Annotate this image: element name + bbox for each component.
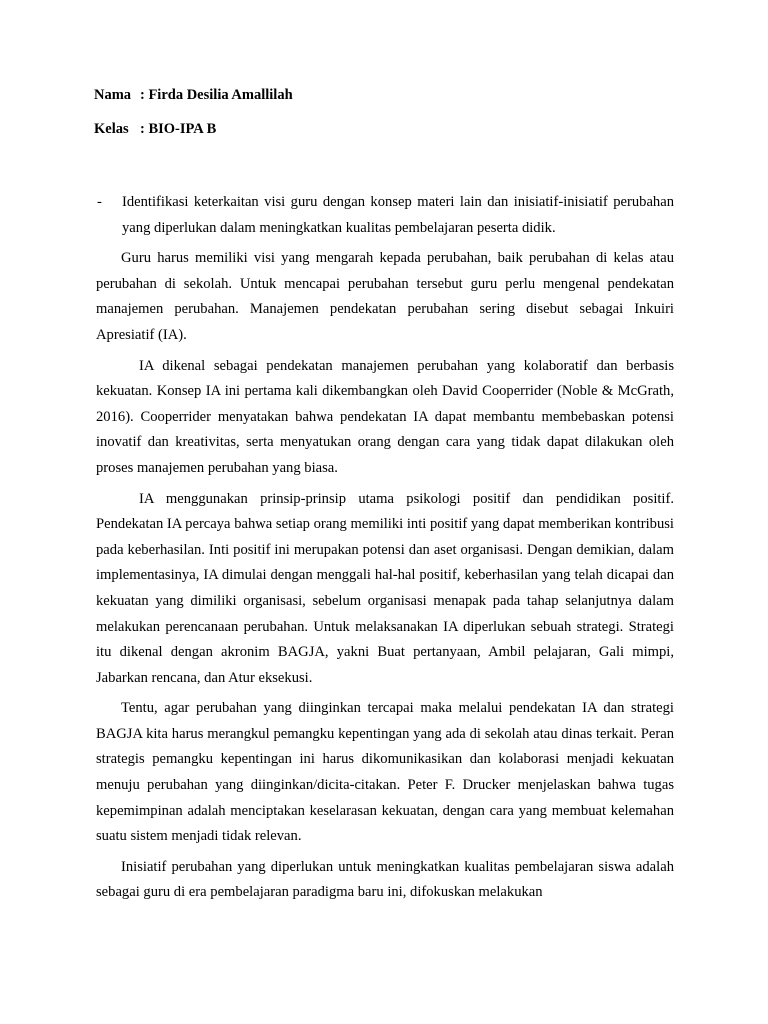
paragraph: IA dikenal sebagai pendekatan manajemen perubahan yang kolaboratif dan berbasis kekuatan. Konsep IA ini pertama kali dikembangkan oleh David Cooperrider (Noble & McGrath, 2016). Cooperrider menyatakan bahwa pendekatan IA dapat membantu membebaskan potensi inovatif dan kreativitas, serta menyatukan orang dengan cara yang tidak dapat dilakukan oleh proses manajemen perubahan yang biasa. [96,357,674,476]
name-value: : Firda Desilia Amallilah [140,87,293,103]
name-label: Nama [94,87,132,103]
bullet-marker: - [97,194,102,210]
paragraph: Guru harus memiliki visi yang mengarah kepada perubahan, baik perubahan di kelas atau perubahan di sekolah. Untuk mencapai perubahan tersebut guru perlu mengenal pendekatan manajemen perubahan. Manajemen pendekatan perubahan sering disebut sebagai Inkuiri Apresiatif (IA). [96,250,674,343]
paragraph: IA menggunakan prinsip-prinsip utama psikologi positif dan pendidikan positif. Pendekatan IA percaya bahwa setiap orang memiliki inti positif yang dapat memberikan kontribusi pada keberhasilan. Inti positif ini merupakan potensi dan aset organisasi. Dengan demikian, dalam implementasinya, IA dimulai dengan menggali hal-hal positif, keberhasilan yang telah dicapai dan kekuatan yang dimiliki organisasi, sebelum organisasi menapak pada tahap selanjutnya dalam melakukan perencanaan perubahan. Untuk melaksanakan IA diperlukan sebuah strategi. Strategi itu dikenal dengan akronim BAGJA, yakni Buat pertanyaan, Ambil pelajaran, Gali mimpi, Jabarkan rencana, dan Atur eksekusi. [96,490,674,686]
class-label: Kelas [94,121,129,137]
paragraph: Inisiatif perubahan yang diperlukan untuk meningkatkan kualitas pembelajaran siswa adalah sebagai guru di era pembelajaran paradigma baru ini, difokuskan melakukan [96,858,674,901]
bullet-item [96,190,674,241]
paragraph: Tentu, agar perubahan yang diinginkan tercapai maka melalui pendekatan IA dan strategi BAGJA kita harus merangkul pemangku kepentingan yang ada di sekolah atau dinas terkait. Peran strategis pemangku kepentingan ini harus dikomunikasikan dan kolaborasi menjadi kekuatan menuju perubahan yang diinginkan/dicita-citakan. Peter F. Drucker menjelaskan bahwa tugas kepemimpinan adalah menciptakan keselarasan kekuatan, dengan cara yang membuat kelemahan suatu sistem menjadi tidak relevan. [96,700,674,845]
class-value: : BIO-IPA B [140,121,217,137]
document-body [96,190,674,911]
student-class-line [94,121,216,138]
bullet-text: Identifikasi keterkaitan visi guru dengan konsep materi lain dan inisiatif-inisiatif perubahan yang diperlukan dalam meningkatkan kualitas pembelajaran peserta didik. [122,194,674,236]
student-name-line [94,87,293,104]
